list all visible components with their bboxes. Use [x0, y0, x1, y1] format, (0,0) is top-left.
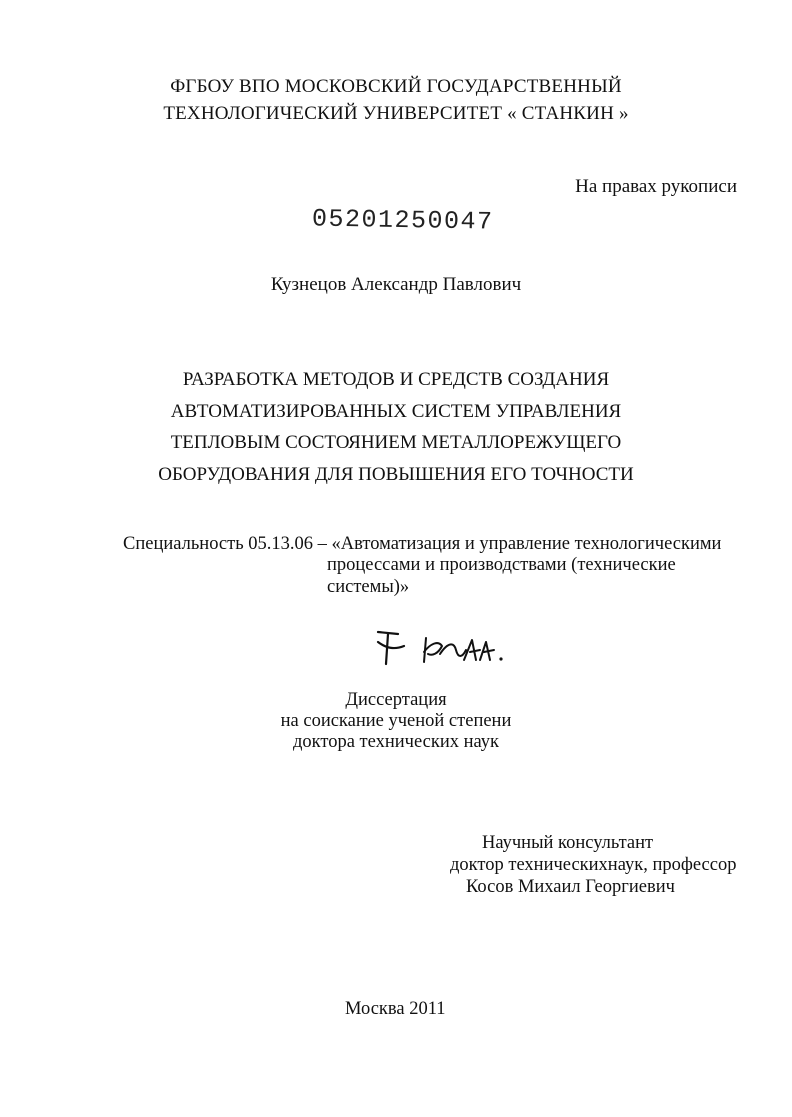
specialty-line-1: Специальность 05.13.06 – «Автоматизация и управление технологическими [123, 534, 722, 554]
organization-line-2: ТЕХНОЛОГИЧЕСКИЙ УНИВЕРСИТЕТ « СТАНКИН » [163, 103, 629, 124]
organization-name [0, 73, 792, 127]
handwritten-signature [368, 624, 518, 670]
consultant-name: Косов Михаил Георгиевич [466, 877, 675, 897]
consultant-label: Научный консультант [482, 833, 654, 853]
author-name: Кузнецов Александр Павлович [270, 274, 522, 295]
dissertation-line-2: на соискание ученой степени [280, 711, 512, 731]
specialty-line-2: процессами и производствами (технические [327, 555, 676, 575]
organization-line-1: ФГБОУ ВПО МОСКОВСКИЙ ГОСУДАРСТВЕННЫЙ [170, 76, 622, 97]
dissertation-line-1: Диссертация [345, 690, 447, 710]
specialty-line-3: системы)» [327, 577, 410, 597]
title-line-3: ТЕПЛОВЫМ СОСТОЯНИЕМ МЕТАЛЛОРЕЖУЩЕГО [170, 432, 622, 453]
consultant-degree: доктор техническихнаук, профессор [450, 855, 737, 875]
title-line-2: АВТОМАТИЗИРОВАННЫХ СИСТЕМ УПРАВЛЕНИЯ [170, 400, 622, 422]
dissertation-title [0, 364, 792, 490]
dissertation-line-3: доктора технических наук [292, 732, 500, 752]
registration-stamp-number: 05201250047 [311, 204, 494, 237]
city-and-year: Москва 2011 [345, 999, 446, 1019]
rights-notice: На правах рукописи [575, 176, 737, 197]
title-line-1: РАЗРАБОТКА МЕТОДОВ И СРЕДСТВ СОЗДАНИЯ [182, 369, 610, 390]
title-line-4: ОБОРУДОВАНИЯ ДЛЯ ПОВЫШЕНИЯ ЕГО ТОЧНОСТИ [158, 463, 634, 485]
